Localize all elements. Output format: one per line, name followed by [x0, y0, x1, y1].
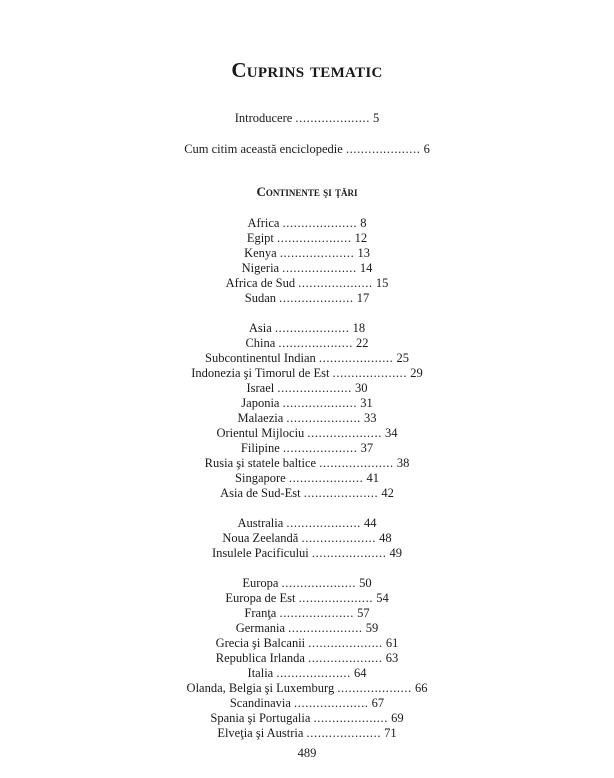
dot-leader: .................... [288, 471, 364, 485]
entry-label: Franţa [244, 606, 277, 620]
entry-page-number: 17 [356, 291, 370, 305]
entry-page-number: 15 [375, 276, 389, 290]
toc-entry [0, 381, 614, 396]
entry-page-number: 18 [352, 321, 366, 335]
toc-entry [0, 486, 614, 501]
toc-entry [0, 636, 614, 651]
entry-label: Noua Zeelandă [222, 531, 299, 545]
dot-leader: .................... [282, 216, 358, 230]
dot-leader: .................... [278, 336, 353, 350]
entry-page-number: 14 [359, 261, 373, 275]
entry-label: Africa de Sud [225, 276, 296, 290]
entry-page-number: 37 [360, 441, 374, 455]
entry-label: Africa [247, 216, 280, 230]
dot-leader: .................... [294, 696, 369, 710]
dot-leader: .................... [311, 546, 387, 560]
entry-label: Europa [242, 576, 279, 590]
dot-leader: .................... [282, 261, 357, 275]
dot-leader: .................... [281, 576, 357, 590]
entry-label: Subcontinentul Indian [205, 351, 316, 365]
entry-page-number: 67 [371, 696, 385, 710]
dot-leader: .................... [288, 621, 363, 635]
toc-entry [0, 396, 614, 411]
dot-leader: .................... [319, 456, 394, 470]
entry-page-number: 63 [385, 651, 399, 665]
toc-entry [0, 456, 614, 471]
toc-entry [0, 681, 614, 696]
entry-label: Malaezia [237, 411, 284, 425]
entry-label: Republica Irlanda [215, 651, 305, 665]
toc-entry [0, 726, 614, 741]
entry-page-number: 48 [379, 531, 392, 545]
dot-leader: .................... [276, 666, 351, 680]
entry-label: Sudan [244, 291, 276, 305]
toc-entry [0, 666, 614, 681]
dot-leader: .................... [345, 142, 421, 156]
entry-label: Australia [237, 516, 284, 530]
dot-leader: .................... [298, 591, 374, 605]
dot-leader: .................... [332, 366, 408, 380]
toc-entry [0, 441, 614, 456]
toc-entry [0, 606, 614, 621]
toc-entry [0, 216, 614, 231]
dot-leader: .................... [313, 711, 388, 725]
entry-page-number: 22 [356, 336, 369, 350]
entry-label: Indonezia şi Timorul de Est [191, 366, 330, 380]
dot-leader: .................... [282, 396, 358, 410]
dot-leader: .................... [279, 606, 354, 620]
toc-entry [0, 516, 614, 531]
page-title: Cuprins tematic [231, 58, 383, 82]
entry-page-number: 57 [357, 606, 370, 620]
entry-label: Singapore [235, 471, 286, 485]
entry-page-number: 8 [360, 216, 367, 230]
dot-leader: .................... [274, 321, 350, 335]
toc-entry [0, 351, 614, 366]
entry-page-number: 69 [391, 711, 404, 725]
toc-entry [0, 471, 614, 486]
entry-page-number: 31 [360, 396, 373, 410]
toc-entry [0, 711, 614, 726]
entry-page-number: 49 [389, 546, 403, 560]
entry-page-number: 66 [414, 681, 428, 695]
dot-leader: .................... [307, 426, 382, 440]
entry-label: Olanda, Belgia şi Luxemburg [186, 681, 335, 695]
dot-leader: .................... [286, 411, 361, 425]
toc-entry [0, 696, 614, 711]
toc-entry [0, 531, 614, 546]
entry-page-number: 54 [376, 591, 389, 605]
entry-label: China [245, 336, 276, 350]
entry-page-number: 42 [381, 486, 394, 500]
dot-leader: .................... [295, 111, 370, 125]
dot-leader: .................... [301, 531, 376, 545]
dot-leader: .................... [277, 231, 352, 245]
toc-entry [0, 621, 614, 636]
entry-label: Elveţia şi Austria [217, 726, 304, 740]
entry-page-number: 50 [359, 576, 372, 590]
entry-page-number: 64 [353, 666, 367, 680]
entry-page-number: 5 [373, 111, 380, 125]
entry-page-number: 59 [365, 621, 379, 635]
dot-leader: .................... [279, 291, 354, 305]
toc-entry [0, 276, 614, 291]
entry-label: Introducere [234, 111, 293, 125]
entry-label: Scandinavia [229, 696, 291, 710]
entry-label: Insulele Pacificului [211, 546, 309, 560]
toc-entry [0, 651, 614, 666]
intro-entry [0, 111, 614, 126]
dot-leader: .................... [303, 486, 379, 500]
dot-leader: .................... [318, 351, 394, 365]
toc-entry [0, 426, 614, 441]
toc-entry [0, 231, 614, 246]
dot-leader: .................... [277, 381, 352, 395]
entry-page-number: 71 [384, 726, 397, 740]
entry-label: Europa de Est [225, 591, 296, 605]
dot-leader: .................... [308, 651, 383, 665]
entry-page-number: 30 [355, 381, 368, 395]
entry-label: Rusia şi statele baltice [204, 456, 317, 470]
toc-entry [0, 321, 614, 336]
page-number: 489 [297, 746, 317, 760]
entry-page-number: 38 [396, 456, 410, 470]
entry-label: Grecia şi Balcanii [215, 636, 306, 650]
entry-label: Japonia [241, 396, 280, 410]
entry-label: Asia de Sud-Est [220, 486, 301, 500]
entry-page-number: 13 [357, 246, 370, 260]
entry-label: Nigeria [241, 261, 280, 275]
entry-label: Germania [235, 621, 286, 635]
entry-page-number: 44 [364, 516, 377, 530]
section-title: Continente şi ţări [256, 184, 358, 199]
entry-page-number: 12 [354, 231, 368, 245]
entry-label: Italia [247, 666, 274, 680]
dot-leader: .................... [337, 681, 412, 695]
toc-entry [0, 366, 614, 381]
entry-page-number: 6 [423, 142, 430, 156]
dot-leader: .................... [286, 516, 361, 530]
entry-label: Kenya [244, 246, 277, 260]
entry-page-number: 34 [385, 426, 398, 440]
toc-entry [0, 591, 614, 606]
intro-entry [0, 142, 614, 157]
entry-label: Cum citim această enciclopedie [184, 142, 343, 156]
toc-entry [0, 546, 614, 561]
entry-page-number: 25 [396, 351, 409, 365]
toc-entry [0, 336, 614, 351]
entry-page-number: 61 [385, 636, 399, 650]
entry-label: Orientul Mijlociu [216, 426, 305, 440]
entry-page-number: 33 [364, 411, 377, 425]
dot-leader: .................... [279, 246, 355, 260]
toc-entry [0, 411, 614, 426]
entry-label: Filipine [240, 441, 280, 455]
entry-label: Spania şi Portugalia [210, 711, 311, 725]
entry-page-number: 29 [410, 366, 423, 380]
toc-entry [0, 246, 614, 261]
dot-leader: .................... [308, 636, 383, 650]
entry-label: Asia [248, 321, 272, 335]
entry-page-number: 41 [366, 471, 379, 485]
dot-leader: .................... [306, 726, 382, 740]
toc-entry [0, 291, 614, 306]
toc-entry [0, 261, 614, 276]
dot-leader: .................... [298, 276, 373, 290]
entry-label: Israel [246, 381, 275, 395]
toc-entry [0, 576, 614, 591]
dot-leader: .................... [282, 441, 358, 455]
entry-label: Egipt [246, 231, 274, 245]
